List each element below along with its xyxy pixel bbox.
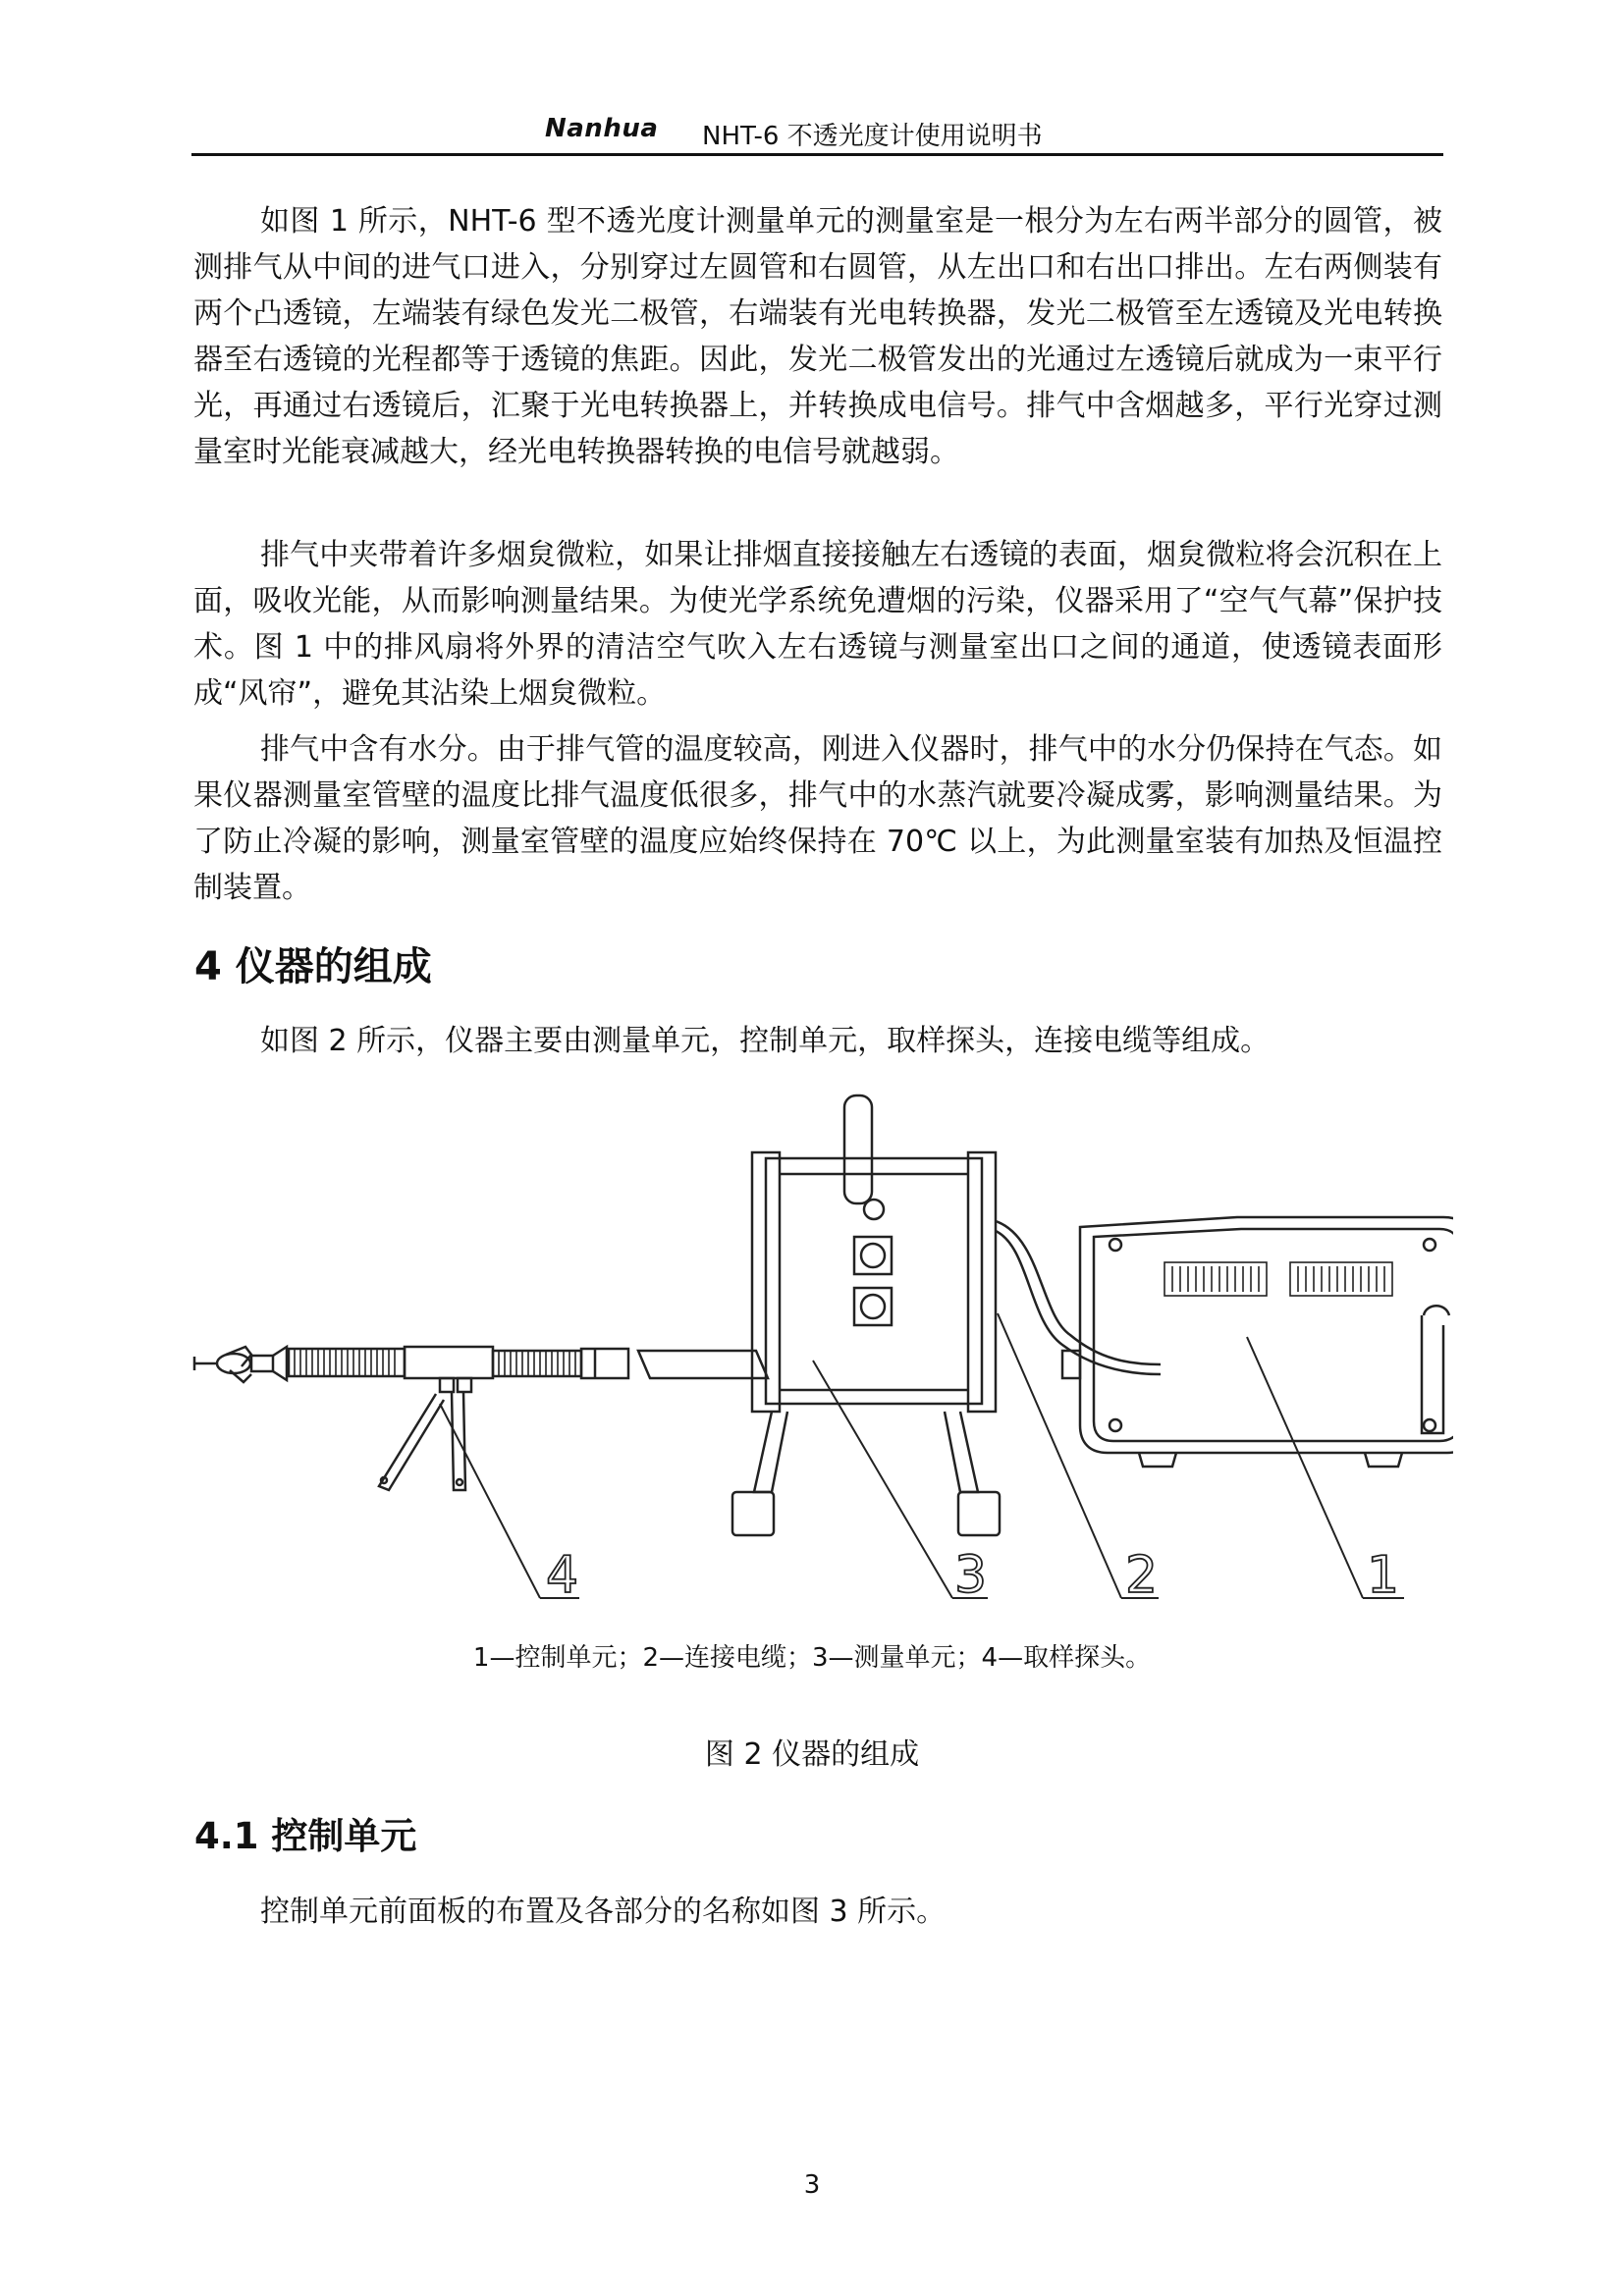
- figure-instrument-components: [187, 1080, 1453, 1629]
- page-header: [191, 106, 1443, 156]
- paragraph-measurement-chamber: 如图 1 所示，NHT-6 型不透光度计测量单元的测量室是一根分为左右两半部分的圆管，被测排气从中间的进气口进入，分别穿过左圆管和右圆管，从左出口和右出口排出。左右两侧装有两个凸透镜，左端装有绿色发光二极管，右端装有光电转换器，发光二极管至左透镜及光电转换器至右透镜的光程都等于透镜的焦距。因此，发光二极管发出的光通过左透镜后就成为一束平行光，再通过右透镜后，汇聚于光电转换器上，并转换成电信号。排气中含烟越多，平行光穿过测量室时光能衰减越大，经光电转换器转换的电信号就越弱。: [193, 204, 1442, 469]
- section-4-intro: 如图 2 所示，仪器主要由测量单元，控制单元，取样探头，连接电缆等组成。: [260, 1024, 1271, 1058]
- section-heading-4-1: 4.1 控制单元: [194, 1815, 417, 1857]
- paragraph-air-curtain: 排气中夹带着许多烟炱微粒，如果让排烟直接接触左右透镜的表面，烟炱微粒将会沉积在上面，吸收光能，从而影响测量结果。为使光学系统免遭烟的污染，仪器采用了“空气气幕”保护技术。图 1 中的排风扇将外界的清洁空气吹入左右透镜与测量室出口之间的通道，使透镜表面形成“风帘”，避免其沾染上烟炱微粒。: [193, 538, 1442, 711]
- section-4-1-intro: 控制单元前面板的布置及各部分的名称如图 3 所示。: [260, 1895, 947, 1929]
- callout-2: 2: [1125, 1546, 1159, 1605]
- brand-logo: Nanhua: [545, 114, 659, 143]
- measuring-unit-drawing: [732, 1095, 1000, 1598]
- section-heading-4: 4 仪器的组成: [194, 944, 432, 989]
- callout-1: 1: [1367, 1546, 1400, 1605]
- page-number: 3: [803, 2170, 821, 2200]
- document-title: NHT-6 不透光度计使用说明书: [702, 122, 1043, 151]
- sampling-probe-drawing: [194, 1347, 768, 1598]
- figure-legend: 1—控制单元；2—连接电缆；3—测量单元；4—取样探头。: [472, 1643, 1152, 1673]
- figure-caption: 图 2 仪器的组成: [704, 1737, 920, 1772]
- paragraph-condensation: 排气中含有水分。由于排气管的温度较高，刚进入仪器时，排气中的水分仍保持在气态。如果仪器测量室管壁的温度比排气温度低很多，排气中的水蒸汽就要冷凝成雾，影响测量结果。为了防止冷凝的影响，测量室管壁的温度应始终保持在 70℃ 以上，为此测量室装有加热及恒温控制装置。: [193, 732, 1442, 905]
- callout-3: 3: [954, 1546, 988, 1605]
- control-unit-drawing: [1062, 1217, 1453, 1598]
- connecting-cable-drawing: [996, 1221, 1161, 1598]
- callout-4: 4: [546, 1546, 579, 1605]
